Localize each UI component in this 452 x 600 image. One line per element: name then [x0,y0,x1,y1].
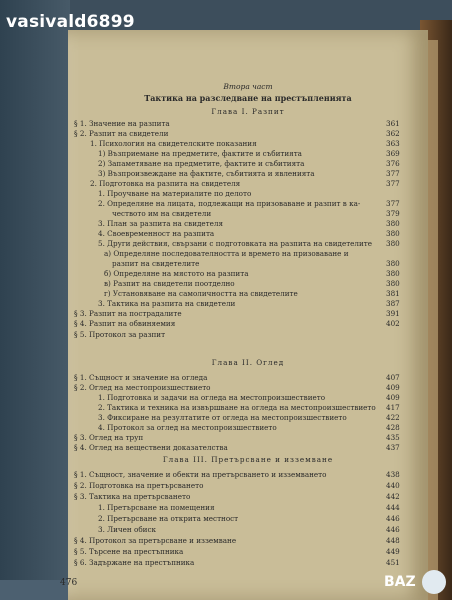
toc-entry-title: § 4. Разпит на обвиняемия [74,319,176,328]
toc-entry [98,299,235,309]
toc-entry-page: 442 [386,492,400,501]
book-page [60,30,428,600]
toc-entry [98,403,376,413]
toc-entry [98,229,214,239]
toc-entry-title: 1. Проучване на материалите по делото [98,189,252,198]
page-number: 476 [60,578,78,588]
toc-entry [104,289,298,299]
toc-entry-page: 380 [386,229,400,238]
part-title: Втора част [223,82,273,91]
toc-entry [74,558,194,568]
toc-entry [90,179,240,189]
toc-entry [98,503,214,513]
toc-entry-title: 3. Личен обиск [98,525,156,534]
toc-entry [74,330,165,340]
toc-entry-page: 377 [386,199,400,208]
toc-entry-title: 2) Запаметяване на предметите, фактите и събитията [98,159,305,168]
toc-entry-title: 2. Претърсване на открита местност [98,514,239,523]
toc-entry-page: 438 [386,470,400,479]
toc-entry-title: § 3. Разпит на пострадалите [74,309,182,318]
chapter-3-title: Глава III. Претърсване и изземване [162,455,334,464]
toc-entry-title: разпит на свидетелите [112,259,200,268]
toc-entry [74,383,211,393]
toc-entry [90,139,257,149]
toc-entry [74,481,203,491]
toc-entry-page: 381 [386,289,400,298]
toc-entry-title: 2. Тактика и техника на извършване на огледа на местопроизшествието [98,403,376,412]
toc-entry-title: б) Определяне на мястото на разпита [104,269,249,278]
toc-entry-page: 446 [386,525,400,534]
toc-entry-page: 448 [386,536,400,545]
toc-entry-page: 437 [386,443,400,452]
logo-text: BAZ [384,574,416,590]
toc-entry-page: 444 [386,503,400,512]
toc-entry [98,514,238,524]
toc-entry [98,219,223,229]
toc-entry [74,492,190,502]
toc-entry-page: 409 [386,393,400,402]
toc-entry [74,119,170,129]
toc-entry-page: 451 [386,558,400,567]
toc-entry-title: 1. Психология на свидетелските показания [90,139,257,148]
toc-entry [98,239,372,249]
toc-entry-page: 369 [386,149,400,158]
toc-entry-title: § 3. Оглед на труп [74,433,144,442]
toc-entry [74,433,143,443]
toc-entry [104,249,349,259]
toc-entry-title: 1) Възприемане на предметите, фактите и събитията [98,149,302,158]
toc-entry-title: 1. Подготовка и задачи на огледа на местопроизшествието [98,393,326,402]
book-page-stack [428,40,438,600]
toc-entry-title: 2. Определяне на лицата, подлежащи на призоваване и разпит в ка- [98,199,361,208]
toc-entry-page: 380 [386,239,400,248]
logo-circle-icon [422,570,446,594]
section-title: Тактика на разследване на престъпленията [144,93,352,103]
toc-entry [98,423,277,433]
toc-entry [98,149,302,159]
toc-entry-title: 4. Протокол за оглед на местопроизшествието [98,423,277,432]
toc-entry-title: 1. Претърсване на помещения [98,503,215,512]
background-left [0,0,70,600]
toc-entry-title: в) Разпит на свидетели поотделно [104,279,235,288]
toc-entry [74,536,236,546]
bazar-logo [384,568,446,594]
toc-entry [74,309,182,319]
toc-entry-page: 380 [386,219,400,228]
toc-entry-title: 4. Своевременност на разпита [98,229,215,238]
toc-entry-page: 377 [386,169,400,178]
toc-entry-page: 446 [386,514,400,523]
toc-entry-title: § 6. Задържане на престъпника [74,558,195,567]
toc-entry-page: 435 [386,433,400,442]
toc-entry [98,159,304,169]
toc-entry-title: § 4. Протокол за претърсване и изземване [74,536,237,545]
toc-entry [74,547,183,557]
toc-entry [74,129,168,139]
toc-entry-page: 362 [386,129,400,138]
toc-entry-page: 428 [386,423,400,432]
toc-entry-title: 3. Тактика на разпита на свидетели [98,299,236,308]
toc-entry [104,269,248,279]
toc-entry-title: § 1. Същност, значение и обекти на претърсването и изземването [74,470,327,479]
toc-entry-title: г) Установяване на самоличността на свидетелите [104,289,298,298]
toc-entry [74,470,327,480]
toc-entry [98,393,325,403]
toc-entry-page: 417 [386,403,400,412]
toc-entry [112,259,199,269]
toc-entry-title: § 4. Оглед на веществени доказателства [74,443,228,452]
toc-entry-page: 379 [386,209,400,218]
toc-entry-page: 380 [386,279,400,288]
toc-entry-title: § 2. Подготовка на претърсването [74,481,204,490]
toc-entry-title: § 1. Същност и значение на огледа [74,373,208,382]
chapter-2-title: Глава II. Оглед [211,358,285,367]
toc-entry [98,189,251,199]
toc-entry-title: 3) Възпроизвеждане на фактите, събитията и явленията [98,169,315,178]
toc-entry-title: 2. Подготовка на разпита на свидетеля [90,179,241,188]
toc-entry [74,373,207,383]
toc-entry-title: § 1. Значение на разпита [74,119,170,128]
toc-entry-title: чеството им на свидетели [112,209,212,218]
toc-entry [98,169,315,179]
toc-entry-title: § 2. Оглед на местопроизшествието [74,383,211,392]
toc-entry [104,279,235,289]
toc-entry-page: 440 [386,481,400,490]
toc-entry-page: 376 [386,159,400,168]
toc-entry-page: 380 [386,259,400,268]
toc-entry-page: 380 [386,269,400,278]
toc-entry-page: 387 [386,299,400,308]
toc-entry-title: § 5. Търсене на престъпника [74,547,184,556]
toc-entry [98,525,156,535]
toc-entry [112,209,211,219]
toc-entry-page: 402 [386,319,400,328]
toc-entry-title: 5. Други действия, свързани с подготовката на разпита на свидетелите [98,239,373,248]
toc-entry-title: § 2. Разпит на свидетели [74,129,169,138]
toc-entry-page: 449 [386,547,400,556]
chapter-1-title: Глава I. Разпит [211,107,285,116]
toc-entry [98,199,360,209]
toc-entry-page: 407 [386,373,400,382]
toc-entry-title: 3. План за разпита на свидетеля [98,219,223,228]
toc-entry-page: 391 [386,309,400,318]
toc-entry-page: 377 [386,179,400,188]
toc-entry [98,413,347,423]
toc-entry-page: 361 [386,119,400,128]
toc-entry-title: 3. Фиксиране на резултатите от огледа на местопроизшествието [98,413,347,422]
toc-entry-page: 409 [386,383,400,392]
toc-entry-page: 363 [386,139,400,148]
toc-entry-page: 422 [386,413,400,422]
toc-entry-title: а) Определяне последователността и времето на призоваване и [104,249,349,258]
seller-watermark: vasivald6899 [6,12,135,32]
toc-entry-title: § 5. Протокол за разпит [74,330,166,339]
toc-entry-title: § 3. Тактика на претърсването [74,492,191,501]
toc-entry [74,443,228,453]
toc-entry [74,319,175,329]
